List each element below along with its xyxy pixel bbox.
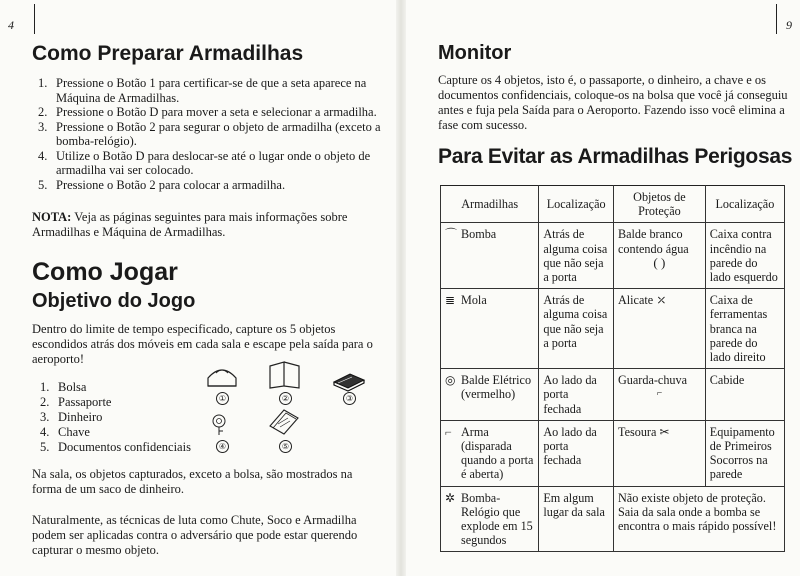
- room-paragraph: Na sala, os objetos capturados, exceto a bolsa, são mostrados na forma de um saco de dinheiro.: [32, 467, 353, 496]
- page-number-left: 4: [8, 18, 14, 32]
- list-item: 5. Documentos confidenciais: [40, 440, 191, 454]
- note-paragraph: NOTA: Veja as páginas seguintes para mais informações sobre Armadilhas e Máquina de Armadilhas.: [32, 210, 348, 239]
- table-row: ◎ Balde Elétrico (vermelho) Ao lado da porta fechada Guarda-chuva ⌐ Cabide: [441, 369, 785, 421]
- prep-traps-heading: Como Preparar Armadilhas: [32, 42, 304, 65]
- how-to-play-heading: Como Jogar: [32, 258, 178, 286]
- scissors-icon: ✂: [659, 424, 670, 439]
- list-item: 4. Chave: [40, 425, 90, 439]
- table-row: ⌐ Arma (disparada quando a porta é aberta) Ao lado da porta fechada Tesoura ✂ Equipamento de Primeiros Socorros na parede: [441, 420, 785, 486]
- list-item: 5. Pressione o Botão 2 para colocar a armadilha.: [38, 177, 286, 192]
- list-item: 1. Pressione o Botão 1 para certificar-se de que a seta aparece na Máquina de Armadilhas.: [38, 76, 367, 105]
- page-rule-left: [34, 4, 35, 34]
- gun-icon: ⌐: [445, 424, 452, 439]
- list-item: 3. Pressione o Botão 2 para segurar o objeto de armadilha (exceto a bomba-relógio).: [38, 119, 381, 148]
- list-item: 2. Passaporte: [40, 395, 112, 409]
- pliers-icon: ⤫: [656, 293, 667, 308]
- item-marker-5: ⑤: [279, 440, 292, 453]
- col-header-protection-location: Localização: [705, 186, 784, 223]
- table-header-row: [441, 186, 785, 223]
- monitor-heading: Monitor: [438, 42, 512, 64]
- prep-steps-list: [38, 76, 383, 192]
- money-icon: [332, 370, 366, 392]
- item-marker-4: ④: [216, 440, 229, 453]
- water-bucket-icon: ( ): [653, 254, 666, 270]
- objective-heading: Objetivo do Jogo: [32, 290, 196, 312]
- monitor-paragraph: Capture os 4 objetos, isto é, o passaporte, o dinheiro, a chave e os documentos confidenciais, coloque-os na bolsa que você já conseguiu antes e fuja pela Saída para o Aeroporto. Fazendo isso você elimina a fase com sucesso.: [438, 73, 788, 132]
- page-number-right: 9: [786, 18, 792, 32]
- item-marker-3: ③: [343, 392, 356, 405]
- list-item: 4. Utilize o Botão D para deslocar-se até o lugar onde o objeto de armadilha vai ser colocado.: [38, 148, 371, 177]
- list-item: 1. Bolsa: [40, 380, 87, 394]
- col-header-location: Localização: [539, 186, 614, 223]
- no-protection-cell: Não existe objeto de proteção. Saia da sala onde a bomba se encontra o mais rápido possível!: [613, 486, 784, 552]
- col-header-protection: Objetos de Proteção: [613, 186, 705, 223]
- list-item: 3. Dinheiro: [40, 410, 103, 424]
- passport-icon: [268, 360, 302, 390]
- objective-paragraph: Dentro do limite de tempo especificado, capture os 5 objetos escondidos atrás dos móveis em cada sala e escape pela saída para o aeroporto!: [32, 322, 373, 366]
- avoid-traps-heading: Para Evitar as Armadilhas Perigosas: [438, 145, 793, 168]
- time-bomb-icon: ✲: [445, 490, 456, 505]
- objects-list: [40, 380, 191, 455]
- table-row: ⌒ Bomba Atrás de alguma coisa que não seja a porta Balde branco contendo água ( ) Caixa contra incêndio na parede do lado esquerdo: [441, 223, 785, 289]
- item-marker-1: ①: [216, 392, 229, 405]
- umbrella-icon: ⌐: [656, 388, 663, 400]
- table-row: ≣ Mola Atrás de alguma coisa que não seja a porta Alicate ⤫ Caixa de ferramentas branca na parede do lado direito: [441, 289, 785, 369]
- list-item: 2. Pressione o Botão D para mover a seta e selecionar a armadilha.: [38, 105, 377, 119]
- bucket-icon: ◎: [445, 373, 456, 388]
- page-rule-right: [776, 4, 777, 34]
- note-label: NOTA:: [32, 210, 72, 224]
- item-marker-2: ②: [279, 392, 292, 405]
- table-row: ✲ Bomba-Relógio que explode em 15 segundos Em algum lugar da sala Não existe objeto de proteção. Saia da sala onde a bomba se encontra o mais rápido possível!: [441, 486, 785, 552]
- traps-table: [440, 185, 785, 552]
- fight-paragraph: Naturalmente, as técnicas de luta como Chute, Soco e Armadilha podem ser aplicadas contra o adversário que pode estar querendo capturar o mesmo objeto.: [32, 513, 358, 557]
- documents-icon: [266, 406, 302, 438]
- bomb-icon: ⌒: [445, 227, 458, 242]
- spring-icon: ≣: [445, 293, 456, 308]
- key-icon: [207, 412, 237, 436]
- bag-icon: [205, 364, 239, 390]
- col-header-traps: Armadilhas: [441, 186, 539, 223]
